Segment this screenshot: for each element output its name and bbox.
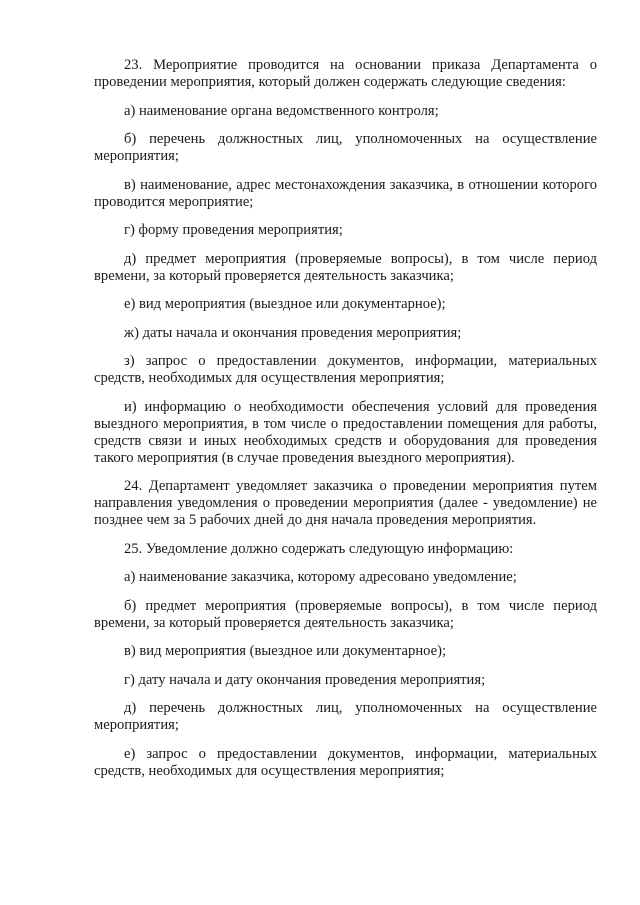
item-23b: б) перечень должностных лиц, уполномоченных на осуществление мероприятия; bbox=[94, 131, 597, 164]
paragraph-24: 24. Департамент уведомляет заказчика о проведении мероприятия путем направления уведомления о проведении мероприятия (далее - уведомление) не позднее чем за 5 рабочих дней до дня начала проведения мероприятия. bbox=[94, 478, 597, 528]
item-25g: г) дату начала и дату окончания проведения мероприятия; bbox=[124, 671, 486, 688]
item-23zh: ж) даты начала и окончания проведения мероприятия; bbox=[124, 324, 462, 341]
item-23a: а) наименование органа ведомственного контроля; bbox=[124, 102, 439, 119]
paragraph-25: 25. Уведомление должно содержать следующую информацию: bbox=[124, 540, 514, 557]
item-25b: б) предмет мероприятия (проверяемые вопросы), в том числе период времени, за который проверяется деятельность заказчика; bbox=[94, 597, 597, 631]
item-23z: з) запрос о предоставлении документов, информации, материальных средств, необходимых для осуществления мероприятия; bbox=[94, 353, 597, 386]
document-body bbox=[94, 57, 597, 790]
item-25e: е) запрос о предоставлении документов, информации, материальных средств, необходимых для осуществления мероприятия; bbox=[94, 745, 597, 779]
item-25v: в) вид мероприятия (выездное или документарное); bbox=[124, 643, 446, 659]
item-23i: и) информацию о необходимости обеспечения условий для проведения выездного мероприятия, в том числе о предоставлении помещения для работы, средств связи и иных необходимых средств и оборудования для проведения такого мероприятия (в случае проведения выездного мероприятия). bbox=[94, 398, 597, 466]
item-25a: а) наименование заказчика, которому адресовано уведомление; bbox=[124, 569, 517, 585]
item-23d: д) предмет мероприятия (проверяемые вопросы), в том числе период времени, за который проверяется деятельность заказчика; bbox=[94, 250, 597, 284]
paragraph-23: 23. Мероприятие проводится на основании приказа Департамента о проведении мероприятия, который должен содержать следующие сведения: bbox=[94, 57, 597, 90]
item-25d: д) перечень должностных лиц, уполномоченных на осуществление мероприятия; bbox=[94, 700, 597, 733]
item-23v: в) наименование, адрес местонахождения заказчика, в отношении которого проводится мероприятие; bbox=[94, 176, 597, 210]
item-23g: г) форму проведения мероприятия; bbox=[124, 222, 343, 238]
item-23e: е) вид мероприятия (выездное или документарное); bbox=[124, 296, 446, 312]
